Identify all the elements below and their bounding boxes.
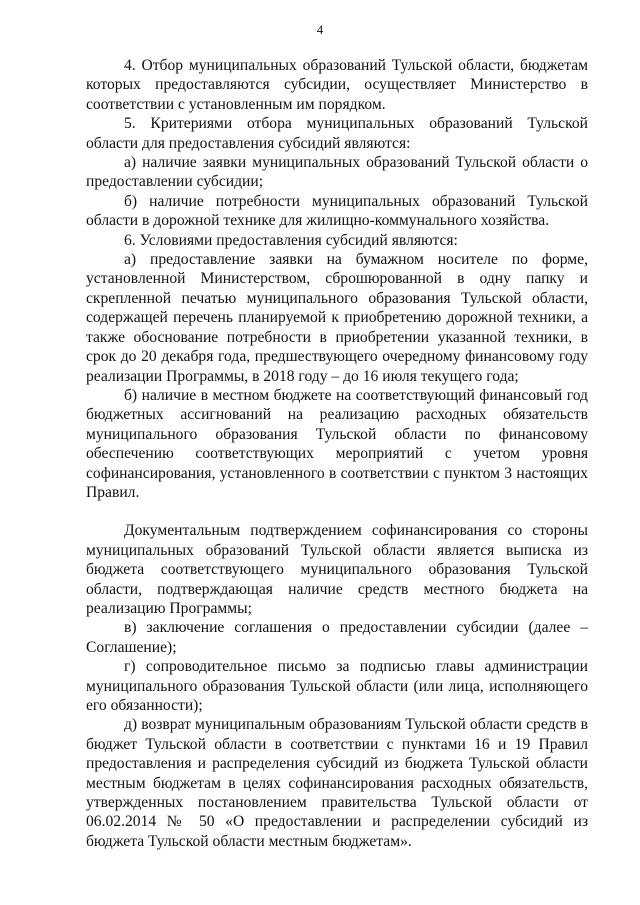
document-body [86, 56, 588, 851]
paragraph-5-criteria: 5. Критериями отбора муниципальных образований Тульской области для предоставления субсидий являются: [86, 115, 588, 152]
paragraph-6b-budget: б) наличие в местном бюджете на соответствующий финансовый год бюджетных ассигнований на реализацию расходных обязательств муниципального образования Тульской области по финансовому обеспечению соответствующих мероприятий с учетом уровня софинансирования, установленного в соответствии с пунктом 3 настоящих Правил. [86, 386, 588, 501]
paragraph-6g-cover-letter: г) сопроводительное письмо за подписью главы администрации муниципального образования Тульской области (или лица, исполняющего его обязанности); [86, 658, 588, 714]
paragraph-5b-need: б) наличие потребности муниципальных образований Тульской области в дорожной технике для жилищно-коммунального хозяйства. [86, 192, 588, 230]
page-number: 4 [316, 22, 324, 37]
paragraph-5a-application: а) наличие заявки муниципальных образований Тульской области о предоставлении субсидии; [86, 154, 588, 191]
paragraph-6-conditions: 6. Условиями предоставления субсидий являются: [124, 231, 458, 249]
paragraph-6d-refund: д) возврат муниципальным образованиям Тульской области средств в бюджет Тульской области в соответствии с пунктами 16 и 19 Правил предоставления и распределения субсидий из бюджета Тульской области местным бюджетам в целях софинансирования расходных обязательств, утвержденных постановлением правительства Тульской области от 06.02.2014 № 50 «О предоставлении и распределении субсидий из бюджета Тульской области местным бюджетам». [86, 716, 588, 850]
paragraph-6a-submission: а) предоставление заявки на бумажном носителе по форме, установленной Министерством, сброшюрованной в одну папку и скрепленной печатью муниципального образования Тульской области, содержащей перечень планируемой к приобретению дорожной техники, а также обоснование потребности в приобретении указанной техники, в срок до 20 декабря года, предшествующего очередному финансовому году реализации Программы, в 2018 году – до 16 июля текущего года; [86, 251, 588, 385]
paragraph-cofinancing-proof: Документальным подтверждением софинансирования со стороны муниципальных образований Тульской области является выписка из бюджета соответствующего муниципального образования Тульской области, подтверждающая наличие средств местного бюджета на реализацию Программы; [86, 522, 588, 617]
paragraph-4-selection: 4. Отбор муниципальных образований Тульской области, бюджетам которых предоставляются субсидии, осуществляет Министерство в соответствии с установленным им порядком. [86, 57, 588, 113]
paragraph-6v-agreement: в) заключение соглашения о предоставлении субсидии (далее – Соглашение); [86, 619, 588, 656]
